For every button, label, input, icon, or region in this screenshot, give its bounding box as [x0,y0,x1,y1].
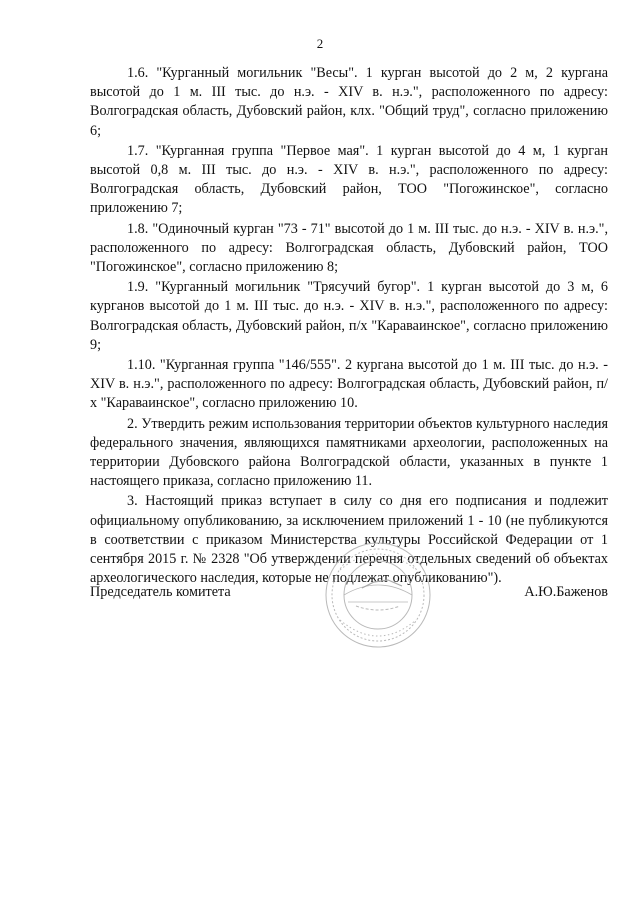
paragraph-1-6: 1.6. "Курганный могильник "Весы". 1 курган высотой до 2 м, 2 кургана высотой до 1 м. III тыс. до н.э. - XIV в. н.э.", расположенного по адресу: Волгоградская область, Дубовский район, клх. "Общий труд", согласно приложению 6; [90,65,608,139]
page-number: 2 [316,36,324,51]
paragraph-3: 3. Настоящий приказ вступает в силу со дня его подписания и подлежит официальному опубликованию, за исключением приложений 1 - 10 (не публикуются в соответствии с приказом Министерства культуры Российской Федерации от 1 сентября 2015 г. № 2328 "Об утверждении перечня отдельных сведений об объектах археологического наследия, которые не подлежат опубликованию"). [90,493,608,587]
signature-block [90,583,608,603]
signatory-title: Председатель комитета [90,584,231,600]
signatory-name: А.Ю.Баженов [524,584,608,600]
document-body [90,64,608,589]
paragraph-1-8: 1.8. "Одиночный курган "73 - 71" высотой до 1 м. III тыс. до н.э. - XIV в. н.э.", расположенного по адресу: Волгоградская область, Дубовский район, ТОО "Погожинское", согласно приложению 8; [90,220,608,276]
paragraph-1-9: 1.9. "Курганный могильник "Трясучий бугор". 1 курган высотой до 3 м, 6 курганов высотой до 1 м. III тыс. до н.э. - XIV в. н.э.", расположенного по адресу: Волгоградская область, Дубовский район, п/х "Караваинское", согласно приложению 9; [90,279,608,353]
paragraph-1-10: 1.10. "Курганная группа "146/555". 2 кургана высотой до 1 м. III тыс. до н.э. - XIV в. н.э.", расположенного по адресу: Волгоградская область, Дубовский район, п/х "Караваинское", согласно приложению 10. [90,357,608,412]
paragraph-2: 2. Утвердить режим использования территории объектов культурного наследия федерального значения, являющихся памятниками археологии, расположенных на территории Дубовского района Волгоградской области, указанных в пункте 1 настоящего приказа, согласно приложению 11. [90,415,608,490]
paragraph-1-7: 1.7. "Курганная группа "Первое мая". 1 курган высотой до 4 м, 1 курган высотой 0,8 м. III тыс. до н.э. - XIV в. н.э.", расположенного по адресу: Волгоградская область, Дубовский район, ТОО "Погожинское", согласно приложению 7; [90,142,608,217]
